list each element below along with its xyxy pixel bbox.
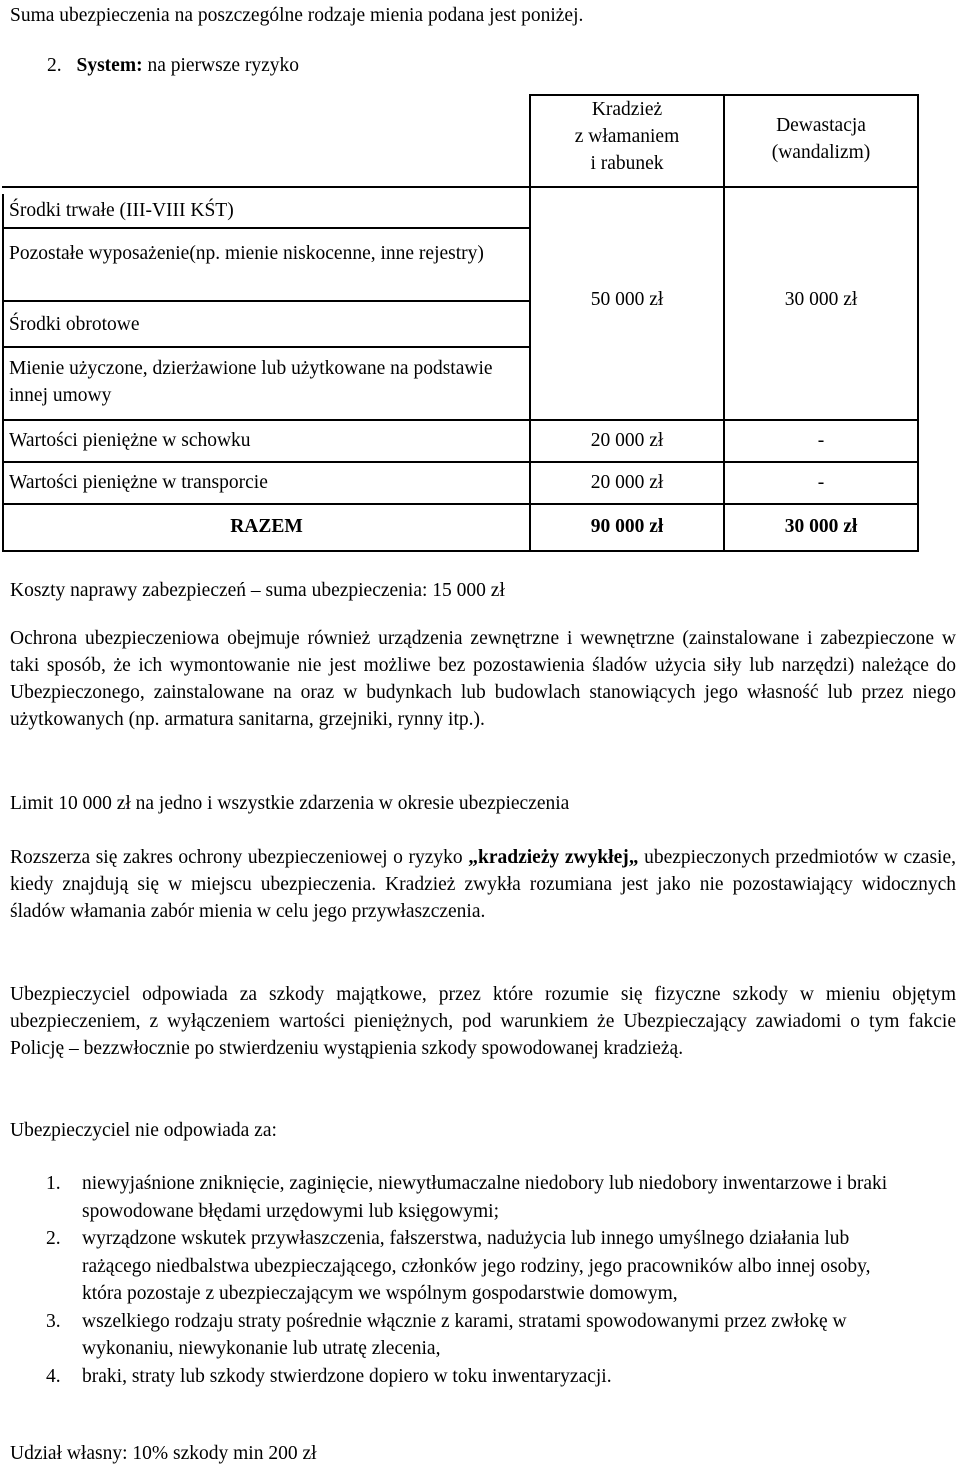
cell-value: 20 000 zł [590,472,664,493]
total-label: RAZEM [230,516,303,537]
group-value-burglary: 50 000 zł [590,289,664,310]
security-costs-text: Koszty naprawy zabezpieczeń – suma ubezpieczenia: 15 000 zł [10,580,505,601]
table-row-line [2,227,529,229]
list-item: 2. wyrządzone wskutek przywłaszczenia, fałszerstwa, nadużycia lub innego umyślnego działania lub rażącego niedbalstwa ubezpieczającego, członków jego rodziny, jego pracowników albo innej osoby, która pozostaje z ubezpieczającym we wspólnym gospodarstwie domowym, [46,1228,871,1304]
cell-value: 20 000 zł [590,430,664,451]
liability-paragraph: Ubezpieczyciel odpowiada za szkody majątkowe, przez które rozumie się fizyczne szkody w mieniu objętym ubezpieczeniem, z wyłączeniem wartości pieniężnych, pod warunkiem że Ubezpieczający zawiadomi o tym fakcie Policję – bezzwłocznie po stwierdzeniu wystąpienia szkody spowodowanej kradzieżą. [10,984,956,1059]
row-label: Mienie użyczone, dzierżawione lub użytkowane na podstawie innej umowy [9,358,493,406]
row-label: Wartości pieniężne w schowku [9,430,251,451]
total-burglary: 90 000 zł [590,516,664,537]
group-value-vandalism: 30 000 zł [784,289,858,310]
intro-text: Suma ubezpieczenia na poszczególne rodzaje mienia podana jest poniżej. [10,5,584,26]
table-border-left [2,194,4,552]
exclusions-heading: Ubezpieczyciel nie odpowiada za: [10,1120,277,1141]
list-item: 3. wszelkiego rodzaju straty pośrednie włącznie z karami, stratami spowodowanymi przez zwłokę w wykonaniu, niewykonanie lub utratę zlecenia, [46,1310,847,1359]
table-header-line [2,186,919,188]
section-number: 2. [47,55,62,76]
deductible-text: Udział własny: 10% szkody min 200 zł [10,1443,317,1464]
section-heading [47,52,299,79]
section-label-bold: System: [76,55,143,76]
table-border-bottom [2,550,919,552]
header-burglary: Kradzież z włamaniem i rabunek [574,99,680,174]
table-row-line [2,300,529,302]
row-label: Środki trwałe (III-VIII KŚT) [9,200,234,221]
table-border-right [917,94,919,552]
row-label: Wartości pieniężne w transporcie [9,472,268,493]
table-row-line [2,461,919,463]
coverage-paragraph: Ochrona ubezpieczeniowa obejmuje również urządzenia zewnętrzne i wewnętrzne (zainstalowane i zabezpieczone w taki sposób, że ich wymontowanie nie jest możliwe bez pozostawienia śladów użycia siły lub narzędzi) należące do Ubezpieczonego, zainstalowane na oraz w budynkach lub budowlach stanowiących jego własność lub przez niego użytkowanych (np. armatura sanitarna, grzejniki, rynny itp.). [10,628,956,730]
cell-value: - [817,472,825,493]
list-item: 4. braki, straty lub szkody stwierdzone dopiero w toku inwentaryzacji. [46,1365,612,1387]
table-row-line [2,346,529,348]
theft-risk-name: „kradzieży zwykłej„ [468,847,639,868]
limit-text: Limit 10 000 zł na jedno i wszystkie zdarzenia w okresie ubezpieczenia [10,793,570,814]
section-label-rest: na pierwsze ryzyko [142,55,300,76]
row-label: Pozostałe wyposażenie(np. mienie niskocenne, inne rejestry) [9,243,484,264]
header-vandalism: Dewastacja (wandalizm) [771,115,871,163]
cell-value: - [817,430,825,451]
exclusions-list [10,1170,910,1390]
table-row-line [2,503,919,505]
list-item: 1. niewyjaśnione zniknięcie, zaginięcie, niewytłumaczalne niedobory lub niedobory inwentarzowe i braki spowodowane błędami urzędowymi lub księgowymi; [46,1173,888,1222]
theft-paragraph: Rozszerza się zakres ochrony ubezpieczeniowej o ryzyko „kradzieży zwykłej„ ubezpieczonych przedmiotów w czasie, kiedy znajdują się w miejscu ubezpieczenia. Kradzież zwykła rozumiana jest jako nie pozostawiający widocznych śladów włamania zabór mienia w celu jego przywłaszczenia. [10,847,956,922]
row-label: Środki obrotowe [9,314,140,335]
table-row-line [2,419,919,421]
insurance-sums-table [2,94,919,552]
total-vandalism: 30 000 zł [784,516,858,537]
